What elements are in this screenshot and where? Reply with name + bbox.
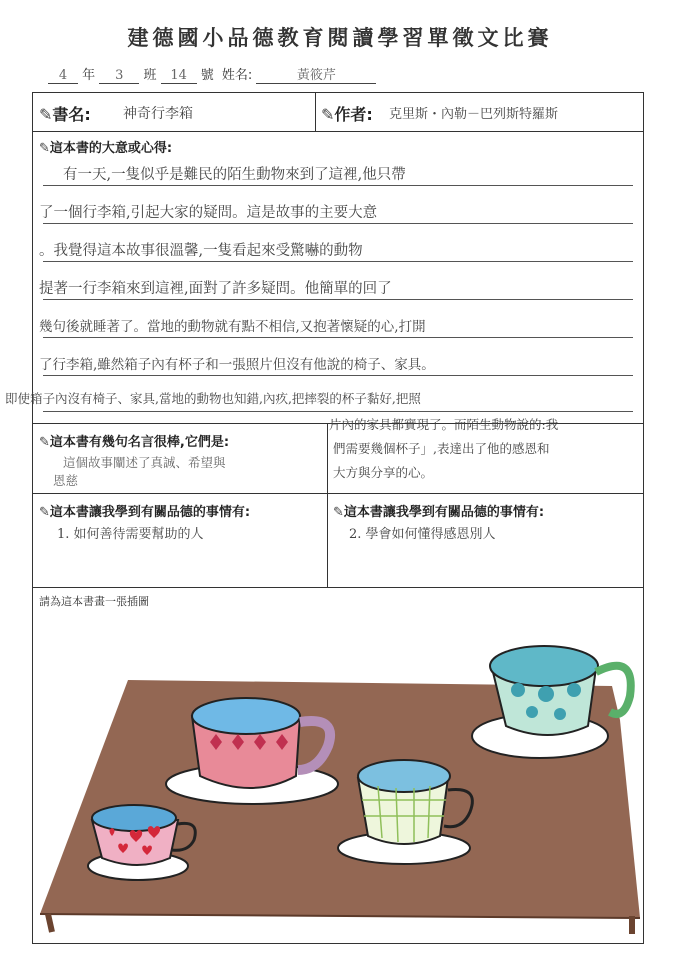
pencil-icon: ✎ (39, 435, 50, 450)
author-label: ✎作者: (321, 105, 373, 124)
quote-line[interactable]: 這個故事闡述了真誠、希望與 (63, 455, 226, 470)
grade-value: 4 (58, 68, 68, 83)
pencil-icon: ✎ (39, 141, 50, 156)
quote-line[interactable]: 們需要幾個杯子」,表達出了他的感恩和 (333, 441, 550, 456)
summary-line[interactable]: 了一個行李箱,引起大家的疑問。這是故事的主要大意 (39, 205, 378, 221)
drawing-label: 請為這本書畫一張插圖 (39, 595, 149, 608)
name-value: 黃筱芹 (296, 68, 336, 83)
summary-line[interactable]: 了行李箱,雖然箱子內有杯子和一張照片但沒有他說的椅子、家具。 (39, 357, 435, 373)
summary-line[interactable]: 有一天,一隻似乎是難民的陌生動物來到了這裡,他只帶 (63, 167, 406, 183)
cup-rim (92, 805, 176, 831)
summary-label: ✎這本書的大意或心得: (39, 141, 173, 156)
cup-rim (192, 698, 300, 734)
number-value: 14 (170, 68, 187, 83)
class-label: 班 (143, 68, 157, 83)
page-title: 建德國小品德教育閱讀學習單徵文比賽 (127, 26, 553, 50)
quote-line[interactable]: 大方與分享的心。 (333, 465, 434, 480)
summary-line[interactable]: 提著一行李箱來到這裡,面對了許多疑問。他簡單的回了 (39, 281, 392, 297)
pencil-icon: ✎ (333, 505, 344, 520)
cup-rim (358, 760, 450, 792)
learned-item[interactable]: 2. 學會如何懂得感恩別人 (349, 527, 496, 542)
quote-line[interactable]: 片內的家具都實現了。而陌生動物說的:我 (329, 417, 559, 432)
cup-rim (490, 646, 598, 686)
name-label: 姓名: (221, 68, 253, 83)
pencil-icon: ✎ (39, 505, 50, 520)
author-value[interactable]: 克里斯・內勒－巴列斯特羅斯 (389, 107, 559, 122)
class-value: 3 (115, 68, 124, 83)
summary-line[interactable]: 幾句後就睡著了。當地的動物就有點不相信,又抱著懷疑的心,打開 (39, 319, 426, 335)
quote-line[interactable]: 恩慈 (53, 473, 79, 488)
learned-label-left: ✎這本書讓我學到有關品德的事情有: (39, 505, 251, 520)
pencil-icon: ✎ (39, 105, 53, 124)
table-leg (48, 914, 52, 932)
book-title-label: ✎書名: (39, 105, 91, 124)
learned-item[interactable]: 1. 如何善待需要幫助的人 (57, 527, 204, 542)
grade-label: 年 (82, 68, 96, 83)
number-label: 號 (200, 68, 214, 83)
summary-line[interactable]: 。我覺得這本故事很溫馨,一隻看起來受驚嚇的動物 (39, 243, 363, 259)
pencil-icon: ✎ (321, 105, 335, 124)
learned-label-right: ✎這本書讓我學到有關品德的事情有: (333, 505, 545, 520)
summary-line[interactable]: 即使箱子內沒有椅子、家具,當地的動物也知錯,內疚,把摔裂的杯子黏好,把照 (5, 391, 421, 406)
book-title-value[interactable]: 神奇行李箱 (123, 106, 193, 122)
quotes-label: ✎這本書有幾句名言很棒,它們是: (39, 435, 230, 450)
